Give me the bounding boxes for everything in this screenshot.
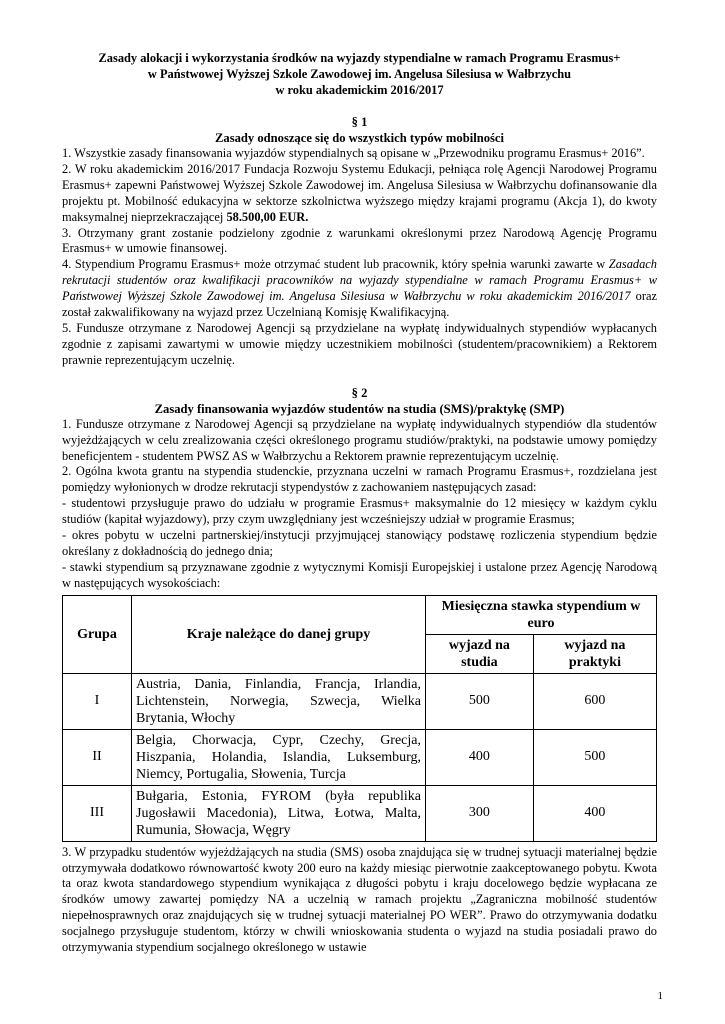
- title-line-1: Zasady alokacji i wykorzystania środków na wyjazdy stypendialne w ramach Programu Erasmus+: [98, 51, 621, 65]
- section-1-paragraph-2: [62, 162, 657, 226]
- section-2-bullet-3: - stawki stypendium są przyznawane zgodnie z wytycznymi Komisji Europejskiej i ustalone przez Agencję Narodową w następujących wysokościach:: [62, 559, 657, 590]
- table-row: [63, 785, 657, 841]
- section-1-paragraph-4: [62, 257, 657, 321]
- cell-practice: 600: [533, 673, 656, 729]
- cell-practice: 400: [533, 785, 656, 841]
- title-line-3: w roku akademickim 2016/2017: [275, 83, 444, 97]
- title-line-2: w Państwowej Wyższej Szkole Zawodowej im. Angelusa Silesiusa w Wałbrzychu: [147, 67, 572, 81]
- cell-studies: 500: [426, 673, 534, 729]
- section-1-heading: Zasady odnoszące się do wszystkich typów mobilności: [215, 131, 504, 145]
- paragraph-text: oraz został zakwalifikowany na wyjazd przez Uczelnianą Komisję Kwalifikacyjną.: [62, 289, 657, 320]
- section-2-bullet-1: - studentowi przysługuje prawo do udziału w programie Erasmus+ maksymalnie do 12 miesięcy w każdym cyklu studiów (kapitał wyjazdowy), przy czym uwzględniany jest wcześniejszy udział w programie Erasmus;: [62, 496, 657, 527]
- section-1-paragraph-3: 3. Otrzymany grant zostanie podzielony zgodnie z warunkami określonymi przez Narodową Agencję Programu Erasmus+ w umowie finansowej.: [62, 225, 657, 256]
- paragraph-text: 4. Stypendium Programu Erasmus+ może otrzymać student lub pracownik, który spełnia warunki zawarte w: [62, 257, 609, 272]
- header-countries: Kraje należące do danej grupy: [132, 595, 426, 673]
- section-1-paragraph-1: 1. Wszystkie zasady finansowania wyjazdów stypendialnych są opisane w „Przewodniku programu Erasmus+ 2016”.: [62, 146, 645, 160]
- header-group: Grupa: [63, 595, 132, 673]
- grant-amount: 58.500,00 EUR.: [226, 209, 309, 224]
- document-title: [62, 50, 657, 98]
- header-monthly-rate: Miesięczna stawka stypendium w euro: [426, 595, 657, 634]
- section-2-number: § 2: [351, 385, 368, 400]
- section-1-paragraph-5: 5. Fundusze otrzymane z Narodowej Agencji są przydzielane na wypłatę indywidualnych stypendiów wypłacanych zgodnie z zapisami zawartymi w umowie między uczestnikiem mobilności (studentem/pracownikiem) a Rektorem prawnie reprezentującym uczelnię.: [62, 320, 657, 367]
- cell-studies: 300: [426, 785, 534, 841]
- cell-group: I: [63, 673, 132, 729]
- header-practice: wyjazd na praktyki: [533, 634, 656, 673]
- grant-rates-table: [62, 595, 657, 842]
- document-reference: Zasadach rekrutacji studentów oraz kwalifikacji pracowników na wyjazdy stypendialne w ramach Programu Erasmus+ w Państwowej Wyższej Szkole Zawodowej im. Angelusa Silesiusa w Wałbrzychu w roku akademickim 2016/2017: [62, 257, 657, 304]
- cell-countries: Belgia, Chorwacja, Cypr, Czechy, Grecja, Hiszpania, Holandia, Islandia, Luksemburg, Niemcy, Portugalia, Słowenia, Turcja: [132, 729, 426, 785]
- cell-studies: 400: [426, 729, 534, 785]
- table-row: [63, 673, 657, 729]
- cell-group: II: [63, 729, 132, 785]
- cell-countries: Bułgaria, Estonia, FYROM (była republika Jugosławii Macedonia), Litwa, Łotwa, Malta, Rumunia, Słowacja, Węgry: [132, 785, 426, 841]
- section-2-paragraph-3: 3. W przypadku studentów wyjeżdżających na studia (SMS) osoba znajdująca się w trudnej sytuacji materialnej będzie otrzymywała dodatkowo równowartość kwoty 200 euro na każdy miesiąc pierwotnie zaakceptowanego pobytu. Kwota ta oraz kwota standardowego stypendium wynikająca z długości pobytu i kraju docelowego będzie wypłacana ze środków umowy zawartej pomiędzy NA a uczelnią w ramach projektu „Zagraniczna mobilność studentów niepełnosprawnych oraz znajdujących się w trudnej sytuacji materialnej PO WER”. Prawo do otrzymywania dodatku socjalnego przysługuje studentom, którzy w chwili wnioskowania studenta o wyjazd na studia posiadali prawo do otrzymywania stypendium socjalnego określonego w ustawie: [62, 844, 657, 955]
- table-header-row: [63, 595, 657, 634]
- section-1-number: § 1: [351, 115, 368, 129]
- table-row: [63, 729, 657, 785]
- document-page: [62, 50, 657, 956]
- cell-group: III: [63, 785, 132, 841]
- section-2-paragraph-2: 2. Ogólna kwota grantu na stypendia studenckie, przyznana uczelni w ramach Programu Erasmus+, rozdzielana jest pomiędzy wyłonionych w drodze rekrutacji stypendystów z zachowaniem następujących zasad:: [62, 464, 657, 495]
- paragraph-text: 2. W roku akademickim 2016/2017 Fundacja Rozwoju Systemu Edukacji, pełniąca rolę Agencji Narodowej Programu Erasmus+ zapewni Państwowej Wyższej Szkole Zawodowej im. Angelusa Silesiusa w Wałbrzychu dofinansowanie dla projektu pt. Mobilność edukacyjna w sektorze szkolnictwa wyższego między krajami programu (Akcja 1), do kwoty maksymalnej nieprzekraczającej: [62, 161, 657, 224]
- cell-countries: Austria, Dania, Finlandia, Francja, Irlandia, Lichtenstein, Norwegia, Szwecja, Wielka Brytania, Włochy: [132, 673, 426, 729]
- section-2-bullet-2: - okres pobytu w uczelni partnerskiej/instytucji przyjmującej stanowiący podstawę rozliczenia stypendium będzie określany z dokładnością do jednego dnia;: [62, 528, 657, 558]
- section-2-paragraph-1: 1. Fundusze otrzymane z Narodowej Agencji są przydzielane na wypłatę indywidualnych stypendiów dla studentów wyjeżdżających w celu zrealizowania części określonego programu studiów/praktyki, na podstawie umowy pomiędzy beneficjentem - studentem PWSZ AS w Wałbrzychu a Rektorem prawnie reprezentującym uczelnię.: [62, 416, 657, 463]
- page-number: 1: [657, 990, 663, 1002]
- cell-practice: 500: [533, 729, 656, 785]
- section-2-heading: Zasady finansowania wyjazdów studentów na studia (SMS)/praktykę (SMP): [154, 401, 565, 416]
- header-studies: wyjazd na studia: [426, 634, 534, 673]
